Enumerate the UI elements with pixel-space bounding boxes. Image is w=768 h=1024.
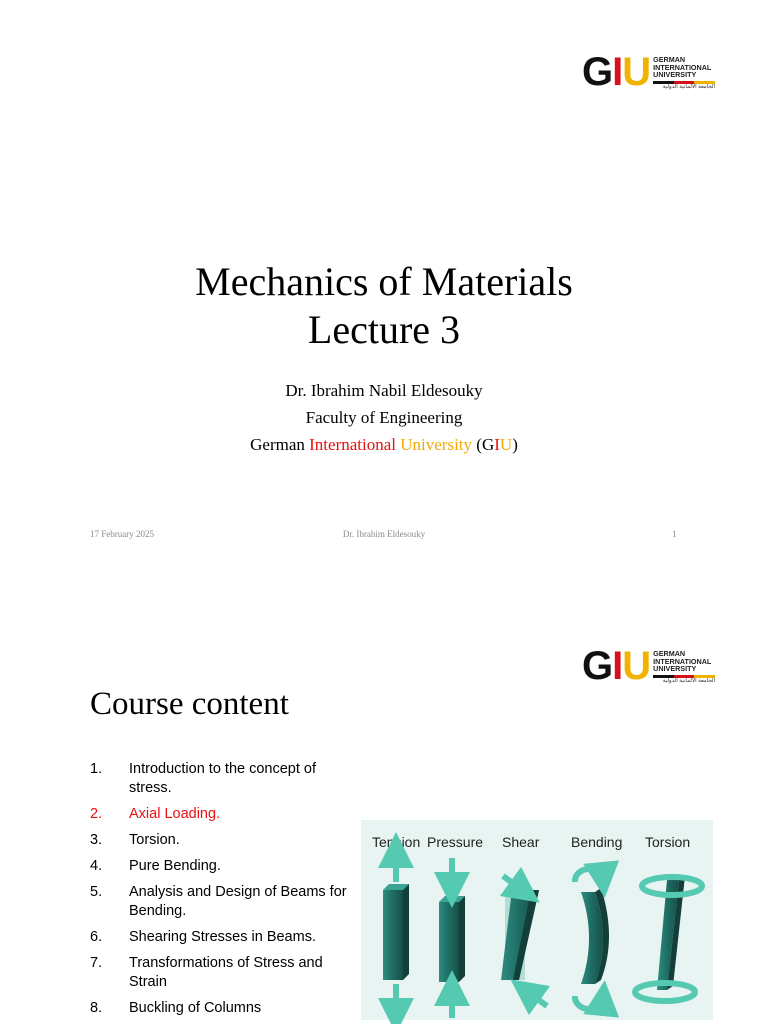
logo-letter-u: U: [622, 50, 651, 94]
torsion-bar-icon: [635, 876, 702, 1001]
course-content-slide: [0, 610, 768, 1024]
logo-line-international: INTERNATIONAL: [653, 656, 712, 666]
author-name: Dr. Ibrahim Nabil Eldesouky: [285, 381, 483, 400]
label-pressure: Pressure: [427, 834, 484, 850]
footer-date: 17 February 2025: [90, 529, 154, 539]
bending-bar-icon: [575, 869, 609, 1009]
logo-line-german: GERMAN: [653, 55, 686, 64]
label-torsion: Torsion: [645, 834, 691, 850]
university-name: [0, 434, 768, 456]
univ-german: German: [250, 435, 310, 454]
logo-line-university: UNIVERSITY: [653, 70, 697, 80]
list-item-text: Transformations of Stress and Strain: [129, 955, 323, 990]
logo-letter-g: G: [582, 50, 613, 94]
list-item-text: Pure Bending.: [129, 858, 221, 874]
logo-arabic-text: الجامعة الألمانية الدولية: [662, 677, 716, 684]
label-bending: Bending: [571, 834, 623, 850]
logo-letter-g: G: [582, 644, 613, 688]
univ-international: International: [309, 435, 396, 454]
faculty-name: Faculty of Engineering: [305, 408, 463, 427]
list-item-number: 3.: [90, 832, 103, 848]
slide-title: Course content: [90, 686, 289, 722]
logo-arabic-text: الجامعة الألمانية الدولية: [662, 83, 716, 90]
list-item: [90, 954, 360, 992]
giu-logo-text: [653, 56, 715, 91]
stress-types-figure: [361, 820, 713, 1020]
univ-abbr-close: ): [512, 435, 518, 454]
footer-author: Dr. Ibrahim Eldesouky: [342, 529, 426, 539]
list-item: [90, 999, 360, 1018]
logo-letter-i: I: [612, 644, 623, 688]
tension-bar-icon: [383, 850, 409, 1016]
list-item-text: Axial Loading.: [129, 806, 221, 822]
univ-abbr-i: I: [494, 435, 500, 454]
list-item: [90, 831, 360, 850]
giu-logo-mark: [582, 644, 651, 688]
giu-logo-mark: [582, 50, 651, 94]
logo-line-university: UNIVERSITY: [653, 664, 697, 674]
giu-logo: [582, 50, 716, 94]
list-item-current: [90, 805, 360, 824]
univ-university: University: [400, 435, 473, 454]
footer-page-number: 1: [672, 529, 677, 539]
list-item: [90, 857, 360, 876]
giu-logo-text: [653, 650, 715, 685]
logo-letter-u: U: [622, 644, 651, 688]
list-item-number: 7.: [90, 955, 103, 971]
list-item: [90, 883, 360, 921]
logo-line-international: INTERNATIONAL: [653, 62, 712, 72]
logo-letter-i: I: [612, 50, 623, 94]
slide-title: Mechanics of Materials: [195, 259, 573, 304]
course-content-list: [90, 760, 360, 1024]
list-item: [90, 928, 360, 947]
label-tension: Tension: [372, 834, 421, 850]
giu-logo: [582, 644, 716, 688]
label-shear: Shear: [502, 834, 540, 850]
logo-line-german: GERMAN: [653, 649, 686, 658]
list-item-text: Introduction to the concept of stress.: [129, 761, 317, 796]
list-item-number: 2.: [90, 806, 103, 822]
list-item-number: 1.: [90, 761, 103, 777]
stress-types-illustration: [361, 820, 713, 1024]
slide-subtitle-lecture: Lecture 3: [307, 307, 461, 352]
list-item-number: 8.: [90, 1000, 103, 1016]
list-item: [90, 760, 360, 798]
list-item-text: Analysis and Design of Beams for Bending.: [129, 884, 347, 919]
list-item-number: 5.: [90, 884, 103, 900]
list-item-text: Shearing Stresses in Beams.: [129, 929, 316, 945]
list-item-number: 6.: [90, 929, 103, 945]
pressure-bar-icon: [439, 858, 465, 1018]
list-item-text: Buckling of Columns: [129, 1000, 262, 1016]
list-item-number: 4.: [90, 858, 103, 874]
list-item-text: Torsion.: [129, 832, 180, 848]
shear-bar-icon: [501, 876, 547, 1006]
univ-abbr-u: U: [499, 435, 513, 454]
univ-abbr-open: (G: [472, 435, 495, 454]
